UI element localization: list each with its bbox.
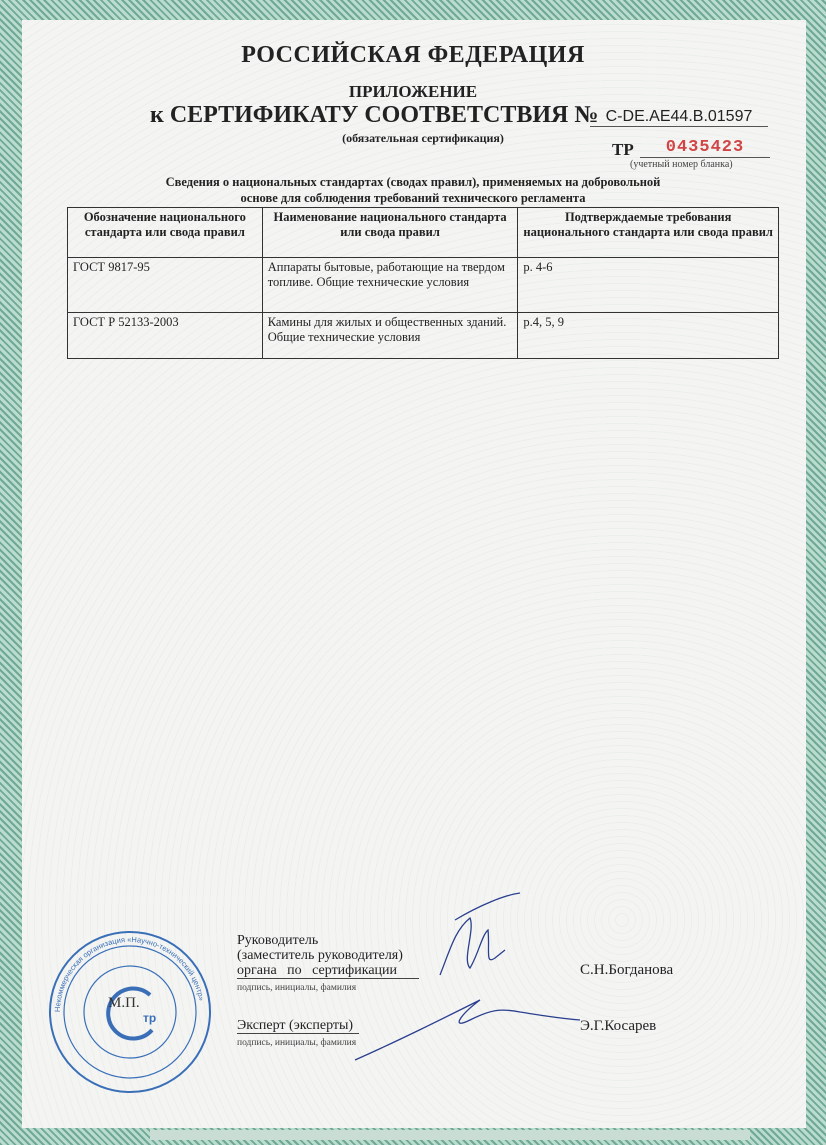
cell-designation: ГОСТ 9817-95	[68, 258, 263, 313]
cell-designation: ГОСТ Р 52133-2003	[68, 313, 263, 359]
header-designation: Обозначение национального стандарта или свода правил	[68, 208, 263, 258]
expert-caption: подпись, инициалы, фамилия	[237, 1038, 357, 1048]
tp-label: ТР	[612, 140, 634, 159]
intro-line-2: основе для соблюдения требований технического регламента	[240, 191, 586, 205]
stamp-seal	[50, 932, 210, 1092]
expert-name: Э.Г.Косарев	[580, 1018, 657, 1034]
certification-type: (обязательная сертификация)	[342, 131, 504, 145]
svg-text:тр: тр	[143, 1011, 157, 1025]
intro-line-1: Сведения о национальных стандартах (сводах правил), применяемых на добровольной	[165, 175, 661, 189]
cell-requirements: р. 4-6	[518, 258, 779, 313]
footer-strip	[150, 1130, 750, 1140]
stamp-mark: М.П.	[108, 995, 140, 1011]
head-title-line-2: (заместитель руководителя)	[237, 948, 403, 963]
cell-name: Аппараты бытовые, работающие на твердом топливе. Общие технические условия	[262, 258, 518, 313]
head-caption: подпись, инициалы, фамилия	[237, 983, 357, 993]
country-title: РОССИЙСКАЯ ФЕДЕРАЦИЯ	[241, 42, 585, 68]
certificate-title: к СЕРТИФИКАТУ СООТВЕТСТВИЯ №	[150, 102, 599, 128]
head-name: С.Н.Богданова	[580, 962, 674, 978]
head-signature	[440, 893, 520, 975]
appendix-title: ПРИЛОЖЕНИЕ	[348, 82, 478, 101]
expert-signature	[355, 1000, 580, 1060]
blank-number-caption: (учетный номер бланка)	[630, 159, 733, 170]
blank-number: 0435423	[640, 138, 770, 158]
head-title-line-1: Руководитель	[237, 933, 319, 948]
header-requirements: Подтверждаемые требования национального стандарта или свода правил	[518, 208, 779, 258]
expert-label: Эксперт (эксперты)	[237, 1018, 359, 1034]
cell-requirements: р.4, 5, 9	[518, 313, 779, 359]
svg-text:Некоммерческая организация «На: Некоммерческая организация «Научно-технический центр»	[52, 934, 207, 1013]
header-name: Наименование национального стандарта или свода правил	[262, 208, 518, 258]
cell-name: Камины для жилых и общественных зданий. Общие технические условия	[262, 313, 518, 359]
certificate-number: С-DE.АЕ44.В.01597	[590, 108, 768, 127]
head-title-line-3: органа по сертификации	[237, 963, 419, 979]
